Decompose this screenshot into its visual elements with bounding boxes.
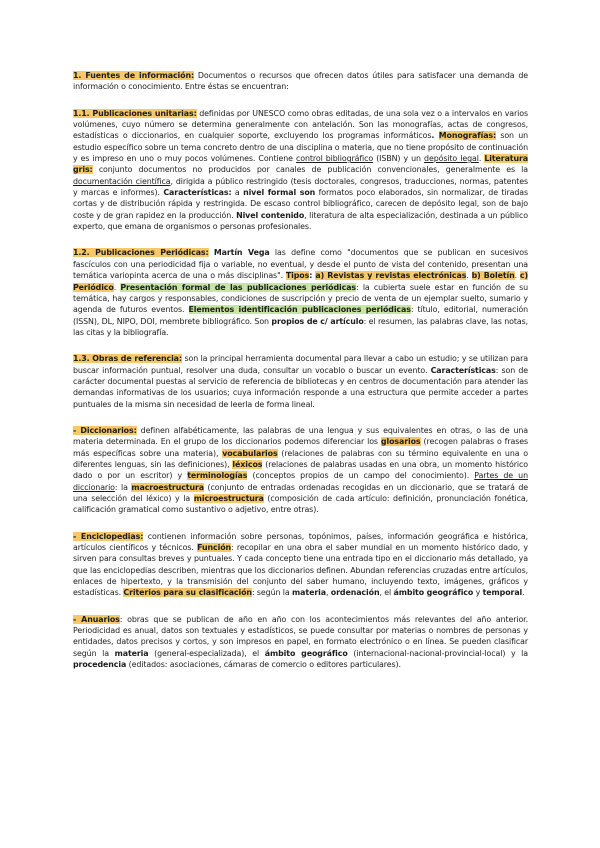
publicaciones-periodicas-run-11: . — [113, 282, 121, 292]
publicaciones-periodicas-run-0: 1.2. Publicaciones Periódicas: — [73, 248, 209, 258]
publicaciones-unitarias-run-4: son un estudio específico sobre un tema concreto dentro de una disciplina o materia, que no tiene propósito de continuación y es impreso en uno o muy pocos volúmenes. Contiene — [73, 131, 529, 164]
obras-referencia-run-2: Características — [430, 365, 496, 375]
enciclopedias-run-3: : recopilar en una obra el saber mundial en un momento histórico dado, y sirven para consultas breves y puntuales. Y cada concepto tiene una entrada tipo en el diccionario más detallado, ya que las enciclopedias describen, mientras que los diccionarios definen. Abundan referencias cruzadas entre artículos, enlaces de hipertexto, y la transmisión del conjunto del saber humano, incluyendo texto, imágenes, gráficos y estadísticas. — [73, 543, 528, 598]
enciclopedias-run-8: ordenación — [330, 588, 380, 598]
fuentes-run-0: 1. Fuentes de información: — [73, 71, 195, 80]
anuarios-run-2: materia — [114, 648, 149, 658]
publicaciones-unitarias-run-10: conjunto documentos no producidos por canales de publicación convencionales, generalmente es la — [92, 165, 528, 175]
enciclopedias-run-12: temporal — [482, 588, 523, 598]
publicaciones-periodicas-run-13: : la cubierta suele estar en función de su temática, hay cargos y responsables, condiciones de suscripción y precio de venta de un ejemplar suelto, sumario y agenda de futuros eventos. — [73, 282, 528, 315]
anuarios-run-7: (editados: asociaciones, cámaras de comercio o editores particulares). — [126, 660, 401, 670]
fuentes-run-1: Documentos o recursos que ofrecen datos útiles para satisfacer una demanda de información o conocimiento. Entre éstas se encuentran: — [73, 71, 528, 92]
enciclopedias-run-10: ámbito geográfico — [393, 588, 474, 598]
section-obras-referencia — [73, 353, 528, 410]
publicaciones-periodicas-run-17: : el resumen, las palabras clave, las notas, las citas y la bibliografía. — [73, 316, 528, 337]
publicaciones-periodicas-run-16: propios de c/ artículo — [271, 316, 364, 326]
publicaciones-unitarias-run-14: a — [231, 188, 244, 198]
section-publicaciones-periodicas — [73, 247, 528, 338]
publicaciones-periodicas-run-3: las define como "documentos que se publican en sucesivos fascículos con una periodicidad fija o variable, no eventual, y desde el punto de vista del contenido, presentan una temática variopinta acerca de una o más disciplinas". — [73, 248, 528, 281]
publicaciones-periodicas-run-7: . — [466, 271, 472, 281]
diccionarios-run-12: macroestructura — [131, 482, 205, 492]
anuarios-run-5: (internacional-nacional-provincial-local) y la — [347, 648, 529, 658]
publicaciones-unitarias-run-2: . — [431, 131, 439, 141]
diccionarios-run-3: (recogen palabras o frases más específicas sobre una materia), — [73, 437, 529, 458]
diccionarios-run-0: - Diccionarios: — [73, 425, 137, 435]
diccionarios-run-9: (conceptos propios de un campo del conocimiento). — [247, 471, 475, 481]
diccionarios-run-2: glosarios — [380, 437, 421, 447]
enciclopedias-run-7: , — [325, 588, 331, 598]
diccionarios-run-11: : la — [114, 482, 132, 492]
publicaciones-periodicas-run-8: b) Boletín — [471, 271, 515, 281]
section-diccionarios — [73, 425, 528, 516]
section-fuentes — [73, 70, 528, 93]
diccionarios-run-15: (composición de cada artículo: definición, pronunciación fonética, calificación gramatical como sustantivo o adjetivo, entre otras). — [73, 494, 529, 515]
diccionarios-run-5: (relaciones de palabras con su término equivalente en una o diferentes lenguas, sin las definiciones), — [73, 448, 528, 469]
diccionarios-run-14: microestructura — [193, 494, 264, 503]
diccionarios-run-4: vocabularios — [222, 448, 278, 458]
enciclopedias-run-5: : según la — [251, 588, 293, 598]
publicaciones-periodicas-run-4: Tipos — [285, 271, 310, 281]
publicaciones-periodicas-run-5: : — [309, 271, 316, 281]
publicaciones-periodicas-run-2: Martín Vega — [213, 248, 270, 258]
publicaciones-unitarias-run-11: documentación científica — [73, 176, 171, 186]
enciclopedias-run-2: Función — [197, 543, 232, 553]
publicaciones-periodicas-run-14: Elementos identificación publicaciones periódicas — [188, 305, 411, 315]
publicaciones-unitarias-run-8: . — [478, 154, 485, 164]
diccionarios-run-8: terminologías — [187, 471, 248, 481]
enciclopedias-run-4: Criterios para su clasificación — [123, 588, 252, 598]
publicaciones-unitarias-run-3: Monografías: — [438, 131, 497, 141]
publicaciones-periodicas-run-10: c) Periódico — [73, 271, 528, 292]
anuarios-run-6: procedencia — [73, 660, 127, 670]
anuarios-run-1: : obras que se publican de año en año con los acontecimientos más relevantes del año anterior. Periodicidad es anual, datos son textuales y estadísticos, se puede consultar por materias o nombres de personas y entidades, datos precisos y cortos, y son impresos en papel, en formato electrónico o en línea. Se pueden clasificar según la — [73, 614, 529, 658]
publicaciones-periodicas-run-9: . — [514, 271, 520, 281]
publicaciones-unitarias-run-0: 1.1. Publicaciones unitarias: — [73, 108, 197, 118]
publicaciones-unitarias-run-6: (ISBN) y un — [373, 154, 425, 164]
enciclopedias-run-9: , el — [379, 588, 394, 598]
publicaciones-periodicas-run-12: Presentación formal de las publicaciones periódicas — [120, 282, 357, 292]
publicaciones-unitarias-run-1: definidas por UNESCO como obras editadas, de una sola vez o a intervalos en varios volúmenes, cuyo número se determina generalmente con antelación. Son las monografías, actas de congresos, estadísticas o diccionarios, en cualquier soporte, excluyendo los programas informáticos — [73, 108, 529, 141]
publicaciones-unitarias-run-13: Características: — [163, 188, 232, 198]
publicaciones-unitarias-run-5: control bibliográfico — [296, 154, 374, 164]
anuarios-run-0: - Anuarios — [73, 614, 120, 624]
section-anuarios — [73, 614, 528, 671]
publicaciones-unitarias-run-18: , literatura de alta especialización, destinada a un público experto, que emana de organismos o personas profesionales. — [73, 210, 528, 232]
enciclopedias-run-6: materia — [292, 588, 326, 598]
publicaciones-unitarias-run-12: , dirigida a público restringido (tesis doctorales, congresos, traducciones, normas, patentes y marcas e informes). — [73, 176, 528, 198]
diccionarios-run-7: (relaciones de palabras usadas en una obra, un momento histórico dado o por un escritor) y — [73, 459, 528, 481]
obras-referencia-run-0: 1.3. Obras de referencia: — [73, 354, 182, 364]
anuarios-run-3: (general-especializada), el — [148, 648, 265, 658]
obras-referencia-run-3: : son de carácter documental puestas al servicio de referencia de bibliotecas y en centros de documentación para atender las demandas informativas de los usuarios; cuya información responde a una estructura que permite acceder a partes puntuales de la misma sin necesidad de leerla de forma lineal. — [73, 365, 528, 409]
document-page — [73, 70, 528, 685]
publicaciones-unitarias-run-15: nivel formal son — [243, 188, 316, 198]
diccionarios-run-10: Partes de un diccionario — [73, 471, 528, 492]
publicaciones-unitarias-run-17: Nivel contenido — [236, 210, 305, 220]
enciclopedias-run-11: y — [473, 588, 483, 598]
publicaciones-periodicas-run-6: a) Revistas y revistas electrónicas — [315, 271, 467, 281]
diccionarios-run-6: léxicos — [232, 459, 263, 469]
publicaciones-unitarias-run-16: formatos poco elaborados, sin normalizar, de tiradas cortas y de distribución rápida y restringida. De escaso control bibliográfico, carecen de depósito legal, son de bajo coste y de gran rapidez en la producción. — [73, 188, 528, 220]
publicaciones-unitarias-run-7: depósito legal — [424, 154, 479, 164]
enciclopedias-run-1: contienen información sobre personas, topónimos, países, información geográfica e histórica, artículos científicos y técnicos. — [73, 531, 528, 553]
publicaciones-unitarias-run-9: Literatura gris: — [73, 154, 529, 175]
enciclopedias-run-13: . — [522, 588, 525, 598]
diccionarios-run-13: (conjunto de entradas ordenadas recogidas en un diccionario, que se tratará de una selección del léxico) y la — [73, 482, 528, 503]
anuarios-run-4: ámbito geográfico — [264, 648, 348, 658]
enciclopedias-run-0: - Enciclopedias: — [73, 531, 144, 541]
diccionarios-run-1: definen alfabéticamente, las palabras de una lengua y sus equivalentes en otras, o las de una materia determinada. En el grupo de los diccionarios podemos diferenciar los — [73, 425, 528, 447]
obras-referencia-run-1: son la principal herramienta documental para llevar a cabo un estudio; y se utilizan para buscar información puntual, resolver una duda, consultar un vocablo o buscar un evento. — [73, 354, 528, 375]
section-enciclopedias — [73, 531, 528, 599]
section-publicaciones-unitarias — [73, 108, 528, 233]
publicaciones-periodicas-run-15: : título, editorial, numeración (ISSN), DL, NIPO, DOI, membrete bibliográfico. Son — [73, 305, 528, 326]
